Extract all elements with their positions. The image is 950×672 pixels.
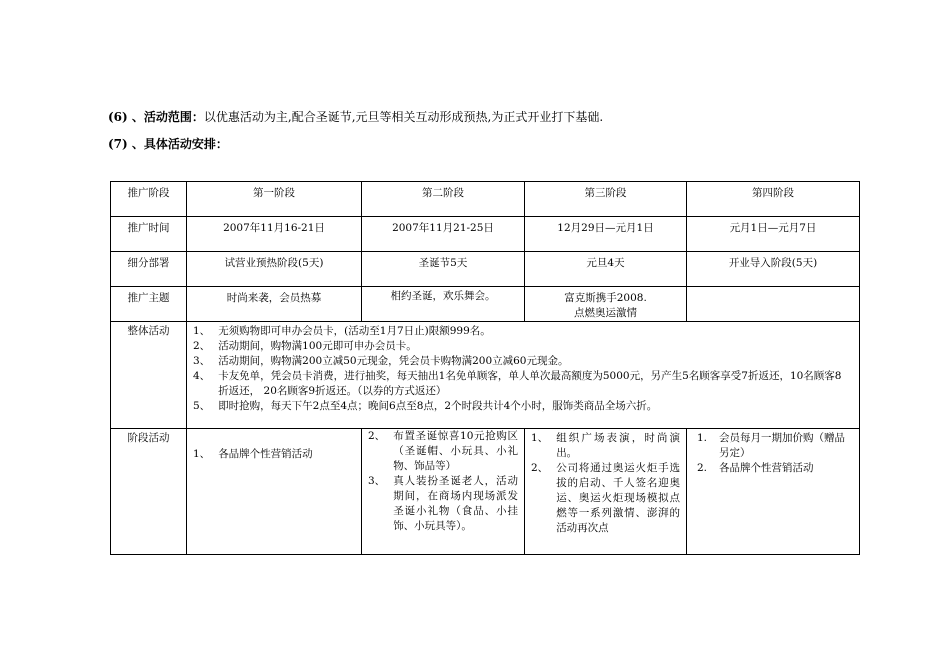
- item-text: 即时抢购，每天下午2点至4点；晚间6点至8点，2个时段共计4个小时，服饰类商品全场六折。: [218, 400, 658, 412]
- theme-label: 推广主题: [127, 292, 170, 304]
- time-value: 12月29日—元月1日: [557, 222, 654, 234]
- stage-4-activity-list: [693, 429, 853, 476]
- overall-row: [111, 322, 860, 429]
- theme-cell-4: [687, 287, 860, 322]
- item-text: 活动期间，购物满200立减50元现金，凭会员卡购物满200立减60元现金。: [218, 355, 569, 367]
- section-7-number: (7): [108, 137, 128, 151]
- item-text: 布置圣诞惊喜10元抢购区（圣诞帽、小玩具、小礼物、饰品等）: [393, 430, 518, 472]
- stage-1-header-cell: [187, 182, 362, 217]
- theme-value: 时尚来袭，会员热募: [226, 292, 322, 304]
- list-item: [193, 354, 855, 369]
- stage-4-header-cell: [687, 182, 860, 217]
- item-text: 无须购物即可申办会员卡，(活动至1月7日止)限额999名。: [218, 325, 491, 337]
- header-label: 推广阶段: [127, 187, 170, 199]
- time-cell-3: [525, 217, 687, 252]
- stage-activity-cell-2: [362, 429, 525, 555]
- overall-activity-list: [193, 324, 855, 414]
- deploy-cell-2: [362, 252, 525, 287]
- list-item: [531, 431, 680, 461]
- list-item: [368, 429, 518, 474]
- item-number: 2、: [368, 430, 386, 442]
- time-cell-4: [687, 217, 860, 252]
- list-item: [531, 461, 680, 536]
- item-text: 各品牌个性营销活动: [719, 462, 814, 474]
- item-number: 2、: [531, 462, 549, 474]
- header-row: [111, 182, 860, 217]
- item-number: 1.: [697, 432, 708, 444]
- stage-4-header: 第四阶段: [752, 187, 794, 199]
- deploy-label: 细分部署: [127, 257, 170, 269]
- section-6-separator: 、: [127, 110, 144, 124]
- stage-1-activity-list: [193, 431, 355, 462]
- header-label-cell: [111, 182, 187, 217]
- list-item: [193, 447, 355, 462]
- stage-3-header: 第三阶段: [584, 187, 627, 199]
- stage-1-header: 第一阶段: [253, 187, 295, 199]
- deploy-cell-3: [525, 252, 687, 287]
- stage-activity-row: [111, 429, 860, 555]
- overall-content-cell: [187, 322, 860, 429]
- deploy-cell-4: [687, 252, 860, 287]
- theme-value-line-1: 富克斯携手2008.: [564, 292, 647, 304]
- deploy-row: [111, 252, 860, 287]
- item-number: 1、: [531, 432, 549, 444]
- item-text: 组织广场表演，时尚演出。: [556, 432, 680, 459]
- time-row: [111, 217, 860, 252]
- item-text: 会员每月一期加价购（赠品另定）: [719, 432, 846, 459]
- deploy-label-cell: [111, 252, 187, 287]
- item-text: 真人装扮圣诞老人，活动期间，在商场内现场派发圣诞小礼物（食品、小挂饰、小玩具等）。: [393, 475, 518, 532]
- section-7-separator: 、: [127, 137, 144, 151]
- time-value: 2007年11月21-25日: [392, 222, 494, 234]
- list-item: [693, 461, 853, 476]
- section-6-label: 活动范围：: [143, 110, 204, 124]
- stage-activity-cell-1: [187, 429, 362, 555]
- theme-cell-3: [525, 287, 687, 322]
- section-7-label: 具体活动安排：: [143, 137, 228, 151]
- list-item: [368, 474, 518, 534]
- stage-2-header-cell: [362, 182, 525, 217]
- activity-schedule-table: [110, 181, 860, 555]
- time-cell-2: [362, 217, 525, 252]
- item-number: 1、: [193, 325, 211, 337]
- stage-2-activity-list: [368, 429, 518, 534]
- time-label: 推广时间: [127, 222, 170, 234]
- item-number: 5、: [193, 400, 211, 412]
- section-7-heading: [108, 136, 228, 152]
- section-6-text: 以优惠活动为主,配合圣诞节,元旦等相关互动形成预热,为正式开业打下基础.: [203, 110, 604, 124]
- section-6-heading: [108, 109, 603, 125]
- stage-3-activity-list: [531, 429, 680, 536]
- theme-value: 相约圣诞，欢乐舞会。: [390, 290, 496, 302]
- time-value: 元月1日—元月7日: [729, 222, 817, 234]
- theme-label-cell: [111, 287, 187, 322]
- item-text: 公司将通过奥运火炬手选拔的启动、千人签名迎奥运、奥运火炬现场模拟点燃等一系列激情、澎湃的活动再次点: [556, 462, 680, 534]
- item-text: 卡友免单，凭会员卡消费，进行抽奖，每天抽出1名免单顾客，单人单次最高额度为5000元，另产生5名顾客享受7折返还，10名顾客8折返还， 20名顾客9折返还。（以券的方式返还）: [218, 370, 842, 397]
- list-item: [193, 369, 855, 399]
- stage-2-header: 第二阶段: [422, 187, 464, 199]
- theme-value-line-2: 点燃奥运激情: [574, 307, 637, 319]
- time-cell-1: [187, 217, 362, 252]
- item-number: 3、: [368, 475, 386, 487]
- overall-label: 整体活动: [127, 325, 170, 337]
- item-text: 活动期间，购物满100元即可申办会员卡。: [218, 340, 417, 352]
- deploy-value: 试营业预热阶段(5天): [224, 257, 324, 269]
- overall-label-cell: [111, 322, 187, 429]
- section-6-number: (6): [108, 110, 128, 124]
- item-number: 2、: [193, 340, 211, 352]
- theme-row: [111, 287, 860, 322]
- deploy-value: 圣诞节5天: [418, 257, 468, 269]
- stage-activity-label: 阶段活动: [127, 432, 170, 444]
- deploy-cell-1: [187, 252, 362, 287]
- list-item: [193, 324, 855, 339]
- item-number: 4、: [193, 370, 211, 382]
- theme-cell-2: [362, 287, 525, 322]
- stage-3-activity-clip: [531, 429, 680, 551]
- deploy-value: 元旦4天: [586, 257, 625, 269]
- item-number: 2.: [697, 462, 708, 474]
- stage-activity-cell-4: [687, 429, 860, 555]
- time-value: 2007年11月16-21日: [223, 222, 325, 234]
- item-number: 1、: [193, 448, 211, 460]
- theme-cell-1: [187, 287, 362, 322]
- stage-activity-label-cell: [111, 429, 187, 555]
- list-item: [693, 431, 853, 461]
- stage-3-header-cell: [525, 182, 687, 217]
- stage-activity-cell-3: [525, 429, 687, 555]
- list-item: [193, 399, 855, 414]
- list-item: [193, 339, 855, 354]
- stage-2-activity-clip: [368, 429, 518, 551]
- item-number: 3、: [193, 355, 211, 367]
- item-text: 各品牌个性营销活动: [218, 448, 313, 460]
- time-label-cell: [111, 217, 187, 252]
- deploy-value: 开业导入阶段(5天): [728, 257, 818, 269]
